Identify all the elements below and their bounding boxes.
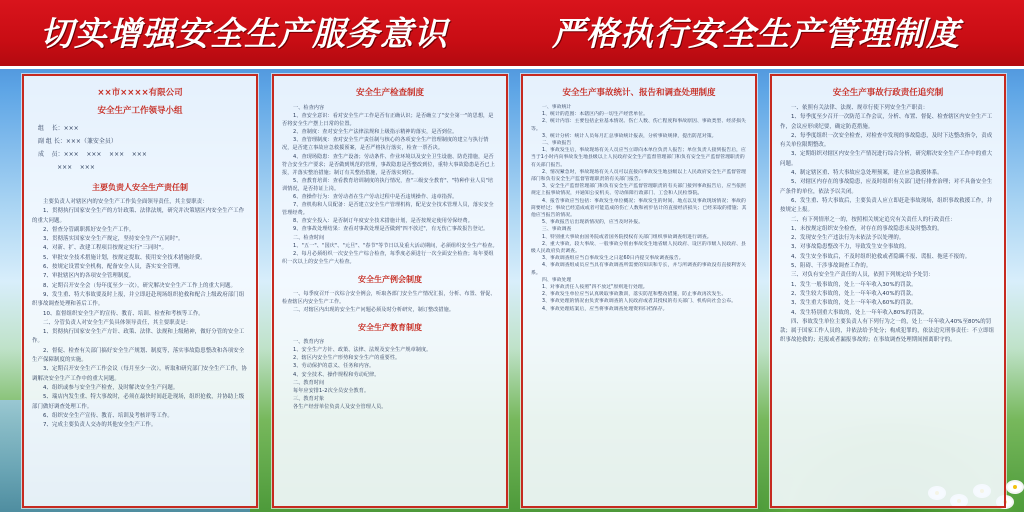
paragraph: 5、对辖区内存在的事故隐患，应及时组织有关部门进行排查治理；对不具备安全生产条件的单位，依法予以关闭。 xyxy=(780,179,993,195)
header-banner xyxy=(0,0,1024,69)
section-subtitle: 主要负责人安全生产责任制 xyxy=(92,183,188,192)
paragraph: 一、检查内容 xyxy=(293,105,325,111)
panel-title: 安全生产事故统计、报告和调查处理制度 xyxy=(562,88,716,98)
paragraph: 三、对负有安全生产责任的人员，依照下列规定给予处罚： xyxy=(791,272,934,279)
paragraph: 2、督查分管副职抓好安全生产工作。 xyxy=(43,226,135,233)
paragraph: 三、教育对象 xyxy=(293,395,325,402)
paragraph: 4、发生安全事故后，不及时组织抢救或者隐瞒不报、谎报、拖延不报的。 xyxy=(791,253,971,260)
paragraph: 1、贯彻执行国家安全生产方针、政策、法律、法规和上级精神，做好分管的安全工作。 xyxy=(32,329,245,345)
paragraph: 3、事故处理的情况由负责事故调查的人民政府或者其授权的有关部门、机构向社会公布。 xyxy=(542,299,737,305)
paragraph: 3、事故调查组应当自事故发生之日起60日内提交事故调查报告。 xyxy=(542,256,684,262)
paragraph: 5、事故报告后出现新情况的，应当及时补报。 xyxy=(542,220,644,226)
paragraph: 2、辖区内安全生产形势和安全生产的重要性。 xyxy=(293,355,401,362)
paragraph: 7、完成主要负责人交办的其他安全生产工作。 xyxy=(43,422,157,429)
paragraph: 2、重大事故、较大事故、一般事故分别由事故发生地省级人民政府、设区的市级人民政府、县级人民政府负责调查。 xyxy=(531,241,746,255)
paragraph: 5、阻碍、干涉事故调查工作的。 xyxy=(791,263,872,270)
paragraph: 二、分管负责人对安全生产负具体领导责任，其主要职责是： xyxy=(43,319,192,326)
paragraph: 主要负责人对辖区内的安全生产工作负全面领导责任，其主要职责： xyxy=(43,199,208,205)
panel-leadership-group xyxy=(22,74,258,508)
body-paragraphs xyxy=(32,198,248,430)
paragraph: 3、统计分析：统计人员每月汇总事故统计报表，分析事故规律，提出防范对策。 xyxy=(542,133,717,139)
panel-safety-inspection xyxy=(272,74,508,508)
paragraph: 1、对事故责任人按照"四不放过"原则进行处理。 xyxy=(542,285,648,291)
paragraph: 2、每季度组织一次安全检查，对检查中发现的事故隐患，及时下达整改指令，责成有关单位限期整改。 xyxy=(780,132,993,149)
panel-title: 安全生产工作领导小组 xyxy=(97,106,183,116)
paragraph: 6、组织安全生产宣传、教育、培训及考核评等工作。 xyxy=(43,412,173,419)
paragraph: 1、发生一般事故的，处上一年年收入30%的罚款。 xyxy=(791,281,917,288)
paragraph: 1、特别重大事故由国务院或者国务院授权有关部门组织事故调查组进行调查。 xyxy=(542,234,712,240)
banner-title-left: 切实增强安全生产服务意识 xyxy=(40,14,448,53)
paragraph: 6、按规定设置安全机构，配备安全人员，落实安全管理。 xyxy=(43,264,184,271)
panel-title: 安全生产事故行政责任追究制 xyxy=(832,88,944,98)
paragraph: 2、统计内容：主要包括企业基本情况、伤亡人数、伤亡程度和事故原因、事故类型、经济损失等。 xyxy=(531,119,746,132)
paragraph: 一、依照有关法律、法规、规章行使下列安全生产职责： xyxy=(791,105,929,111)
panel-org-name: ××市××××有限公司 xyxy=(97,88,183,98)
paragraph: 3、定期召开安全生产工作会议（每月至少一次），听取和研究部门安全生产工作，协调解决安全生产工作中的重大问题。 xyxy=(32,366,247,382)
paragraph: 2、发生较大事故的，处上一年年收入40%的罚款。 xyxy=(791,290,917,297)
paragraph: 2、督促、检查有关部门搞好安全生产规划、制度等，落实事故隐患整改和各项安全生产保障制度的实施。 xyxy=(32,347,245,364)
paragraph: 二、有下列情形之一的，按照相关规定追究有关责任人的行政责任： xyxy=(791,216,956,223)
paragraph: 2、情况紧急时，事故现场有关人员可以直接向事故发生地县级以上人民政府安全生产监督管理部门和负有安全生产监督管理职责的有关部门报告。 xyxy=(531,169,746,183)
section-subtitle: 安全生产例会制度 xyxy=(358,274,422,284)
paragraph: 5、瑞店内发生重、特大事故时，必须在最快时间赶赴现场，组织抢救，并协助上级部门做好调查处理工作。 xyxy=(32,394,245,410)
paragraph: 4、安全技术、操作规程和劳动纪律。 xyxy=(293,371,380,378)
paragraph: 三、事故调查 xyxy=(542,227,572,233)
paragraph: 4、事故处理结案后，应当将事故调查处理资料归档保存。 xyxy=(542,306,668,312)
panel-title: 安全生产检查制度 xyxy=(355,88,424,98)
paragraph: 2、事故发生单位应当认真吸取事故教训，落实防范和整改措施，防止事故再次发生。 xyxy=(542,292,727,298)
panel-accident-reporting xyxy=(521,74,757,508)
member-list: 组 长：××× 副 组 长：×××（兼安全员） 成 员：××× ××× ××× ××× ××× ××× xyxy=(38,125,147,171)
banner-title-right: 严格执行安全生产管理制度 xyxy=(552,14,960,53)
paragraph: 二、事故报告 xyxy=(542,141,572,147)
paragraph: 4、报告事故应当包括：事故发生单位概况；事故发生的时间、地点以及事故现场情况；事故的简要经过；事故已经造成或者可能造成的伤亡人数和初步估计的直接经济损失；已经采取的措施；其他应当报告的情况。 xyxy=(531,198,747,219)
paragraph: 一、每季度召开一次综合安全例会，听取各部门安全生产情况汇报，分析、布置、督促、检查辖区内安全生产工作。 xyxy=(282,290,496,305)
paragraph: 9、发生重、特大事故要及时上报，并立即赶赴现场组织抢救和配合上级政府部门组织事故调查处理和善后工作。 xyxy=(32,291,245,308)
paragraph: 5、审批安全技术措施计划，按规定提取、使用安全技术措施经费。 xyxy=(43,254,206,261)
paragraph: 4、查现场隐患：查生产设备；劳动条件、作业环境以及安全卫生设施、防范措施，是否符合安全生产要求；是否做到规范的管理，事故隐患是否整改到位，重特大事故隐患是否已上报，并落实整治措施；制订有关整治措施，是否落实到位。 xyxy=(282,153,495,176)
paragraph: 2、每月必须组织一次安全生产综合检查，每季度必须进行一次全面安全检查；每年要组织一次以上的安全生产大检查。 xyxy=(282,250,494,265)
section-subtitle: 安全生产教育制度 xyxy=(358,323,422,333)
paragraph: 四、事故处理 xyxy=(542,277,572,283)
paragraph: 7、审批辖区内的各项安全管理制度。 xyxy=(43,273,135,280)
paragraph: 二、教育时间 xyxy=(293,379,325,386)
paragraph: 4、发生特别重大事故的，处上一年年收入80%的罚款。 xyxy=(791,309,928,316)
paragraph: 3、贯彻落实国家安全生产规定，坚持安全生产"五同时"。 xyxy=(43,236,184,243)
paragraph: 9、查事故处理结果：查看对事故处理是否做到"四不放过"，有无伤亡事故报告登记。 xyxy=(293,226,489,233)
paragraph: 各生产经营单位负责人及安全管理人员。 xyxy=(293,403,387,410)
paragraph: 1、"五一"、"国庆"、"元旦"、"春节"等节日以及重大活动期间，必须组织安全生产检查。 xyxy=(293,242,498,249)
paragraph: 3、定期组织对辖区内安全生产情况进行综合分析，研究解决安全生产工作中的重大问题。 xyxy=(780,151,993,167)
paragraph: 一、教育内容 xyxy=(293,339,325,346)
paragraph: 二、对辖区内出现的安全生产问题必须及时分析研究，制订整改措施。 xyxy=(293,307,455,314)
paragraph: 8、定期召开安全会（每年度至少一次），研究解决安全生产工作上的重大问题。 xyxy=(43,282,237,289)
paragraph: 6、查操作行为：查劳动者在生产劳动过程中是否违规操作、违章指挥。 xyxy=(293,194,458,201)
paragraph: 1、贯彻执行国家安全生产的方针政策、法律法规，研究并决策辖区内安全生产工作的重大问题。 xyxy=(32,208,245,224)
paragraph: 2、查制度：查对安全生产法律法规和上级指示精神的落实，是否到位。 xyxy=(293,129,458,136)
paragraph: 四、事故发生单位主要负责人有下列行为之一的，处上一年年收入40%至80%的罚款；属于国家工作人员的，并依法给予处分；构成犯罪的，依法追究刑事责任：不立即组织事故抢救的；迟报或者漏报事故的；在事故调查处理期间擅离职守的。 xyxy=(780,318,995,344)
paragraph: 4、事故调查组成员应当具有事故调查所需要的知识和专长，并与所调查的事故没有直接利害关系。 xyxy=(531,263,746,276)
paragraph: 3、发生重大事故的，处上一年年收入60%的罚款。 xyxy=(791,300,917,307)
paragraph: 6、发生重、特大事故后，主要负责人应立即赶赴事故现场，组织事故救援工作，并按规定上报。 xyxy=(780,197,993,214)
paragraph: 4、制定辖区重、特大事故应急处理预案，建立应急救援体系。 xyxy=(791,170,943,177)
paragraph: 3、查管理制度：查对安全生产责任制与核心的各项安全生产管理制度的建立与执行情况，是否建立事故应急救援预案，是否严格执行落实，检查一票否决。 xyxy=(282,137,489,152)
paragraph: 2、发现安全生产违法行为未依法予以处理的。 xyxy=(791,235,905,242)
panel-accountability xyxy=(770,74,1006,508)
paragraph: 10、监督组织安全生产的宣传、教育、培训、检查和考核等工作。 xyxy=(43,310,204,317)
paragraph: 1、事故发生后，事故现场有关人员应当立即向本单位负责人报告；单位负责人接到报告后，应当于1小时内向事故发生地县级以上人民政府安全生产监督管理部门和负有安全生产监督管理职责的有关部门报告。 xyxy=(531,148,746,168)
paragraph: 1、每季度至少召开一次防范工作会议，分析、布置、督促、检查辖区内安全生产工作，会议应形成纪要，确定防范措施。 xyxy=(780,114,993,130)
paragraph: 5、查教育培训：查看教育培训制度的执行情况，查"三级安全教育"、"特种作业人员"培训情况，是否持证上岗。 xyxy=(282,177,494,192)
paragraph: 3、对事故隐患整改不力，导致发生安全事故的。 xyxy=(791,244,910,251)
paragraph: 1、查安全意识：看对安全生产工作是否有正确认识；是否确立了"安全第一"的思想，是否将安全生产摆上日常的位置。 xyxy=(282,113,494,128)
paragraph: 1、统计的范围：本辖区内的一切生产经营单位。 xyxy=(542,112,648,118)
paragraph: 1、未按规定组织安全检查，对存在的事故隐患未及时整改的。 xyxy=(791,225,943,232)
paragraph: 一、事故统计 xyxy=(542,105,572,110)
paragraph: 3、安全生产监督管理部门和负有安全生产监督管理职责的有关部门接到事故报告后，应当依照规定上报事故情况，并通知公安机关、劳动保障行政部门、工会和人民检察院。 xyxy=(531,184,746,197)
paragraph: 7、查机构和人员配备：是否建立安全生产管理机构，配足安全技术管理人员，落实安全管理经费。 xyxy=(282,202,494,217)
paragraph: 3、劳动保护的意义、任务和内容。 xyxy=(293,363,375,370)
paragraph: 8、查安全投入：是否制订年度安全技术措施计划，是否按规定使用劳保经费。 xyxy=(293,218,473,225)
paragraph: 4、组织或参与安全生产检查，及时解决安全生产问题。 xyxy=(43,384,179,391)
daisy-flower-icon xyxy=(1008,482,1022,492)
paragraph: 4、对新、扩、改建工程项目按规定实行"三同时"。 xyxy=(43,245,167,252)
paragraph: 每年应安排1-2次全员安全教育。 xyxy=(293,387,370,394)
paragraph: 二、检查时间 xyxy=(293,234,325,241)
paragraph: 1、安全生产方针、政策、法律、法规及安全生产规章制度。 xyxy=(293,347,432,354)
